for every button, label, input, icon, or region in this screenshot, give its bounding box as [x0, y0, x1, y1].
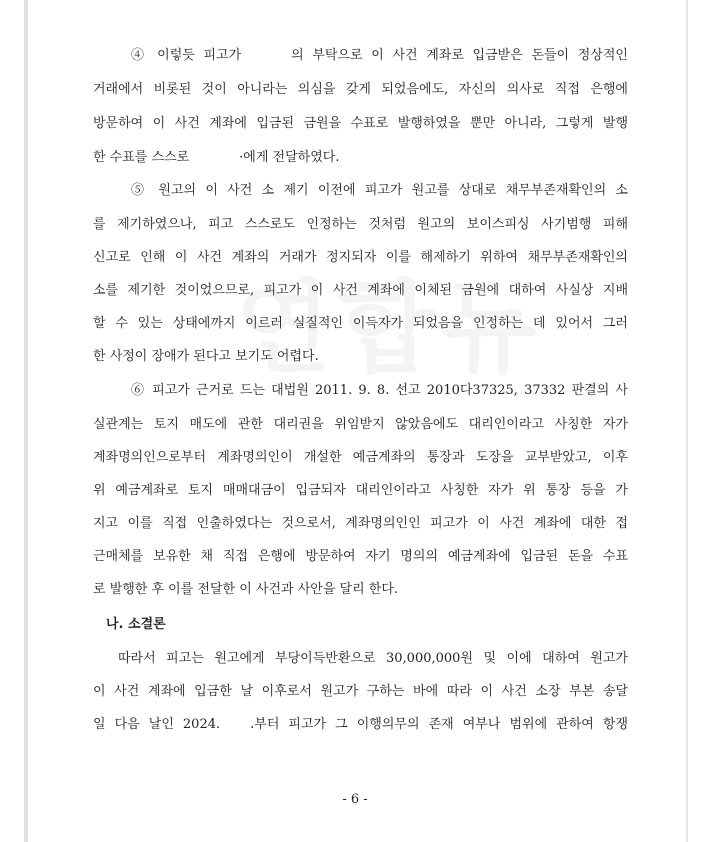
para4-line-2: 거래에서 비롯된 것이 아니라는 의심을 갖게 되었음에도, 자신의 의사로 직접 은행에 — [93, 82, 628, 97]
para5-line-3: 신고로 인해 이 사건 계좌의 거래가 정지되자 이를 해제하기 위하여 채무부존재확인의 — [93, 250, 628, 265]
left-margin-rule — [24, 0, 28, 842]
right-margin-rule — [686, 0, 688, 842]
para5-line-6: 한 사정이 장애가 된다고 보기도 어렵다. — [93, 349, 319, 364]
para6-line-5: 지고 이를 직접 인출하였다는 것으로서, 계좌명의인인 피고가 이 사건 계좌에 대한 접 — [93, 516, 628, 531]
para5-line-4: 소를 제기한 것이었으므로, 피고가 이 사건 계좌에 이체된 금원에 대하여 사실상 지배 — [93, 283, 628, 298]
para4-line-4: 한 수표를 스스로 ·에게 전달하였다. — [93, 150, 340, 165]
para4-line-3: 방문하여 이 사건 계좌에 입금된 금원을 수표로 발행하였을 뿐만 아니라, 그렇게 발행 — [93, 116, 628, 131]
para4-line-1: ④ 이렇듯 피고가 의 부탁으로 이 사건 계좌로 입금받은 돈들이 정상적인 — [131, 48, 628, 63]
section-heading: 나. 소결론 — [106, 617, 166, 632]
para6-line-4: 위 예금계좌로 토지 매매대금이 입금되자 대리인이라고 사칭한 자가 위 통장 등을 가 — [93, 483, 628, 498]
para5-line-5: 할 수 있는 상태에까지 이르러 실질적인 이득자가 되었음을 인정하는 데 있어서 그러 — [93, 316, 628, 331]
para6-line-3: 계좌명의인으로부터 계좌명의인이 개설한 예금계좌의 통장과 도장을 교부받았고, 이후 — [93, 450, 628, 465]
conclusion-line-1: 따라서 피고는 원고에게 부당이득반환으로 30,000,000원 및 이에 대하여 원고가 — [118, 651, 628, 666]
para5-line-1: ⑤ 원고의 이 사건 소 제기 이전에 피고가 원고를 상대로 채무부존재확인의 소 — [131, 183, 628, 198]
para6-line-2: 실관계는 토지 매도에 관한 대리권을 위임받지 않았음에도 대리인이라고 사칭한 자가 — [93, 417, 628, 432]
para5-line-2: 를 제기하였으나, 피고 스스로도 인정하는 것처럼 원고의 보이스피싱 사기범행 피해 — [93, 217, 628, 232]
conclusion-line-2: 이 사건 계좌에 입금한 날 이후로서 원고가 구하는 바에 따라 이 사건 소장 부본 송달 — [93, 684, 628, 699]
para6-line-1: ⑥ 피고가 근거로 드는 대법원 2011. 9. 8. 선고 2010다37325, 37332 판결의 사 — [131, 383, 628, 398]
conclusion-line-3: 일 다음 날인 2024. .부터 피고가 그 이행의무의 존재 여부나 범위에 관하여 항쟁 — [93, 717, 628, 732]
para6-line-7: 로 발행한 후 이를 전달한 이 사건과 사안을 달리 한다. — [93, 582, 399, 597]
page-number: - 6 - — [342, 792, 368, 807]
para6-line-6: 근매체를 보유한 채 직접 은행에 방문하여 자기 명의의 예금계좌에 입금된 돈을 수표 — [93, 549, 628, 564]
